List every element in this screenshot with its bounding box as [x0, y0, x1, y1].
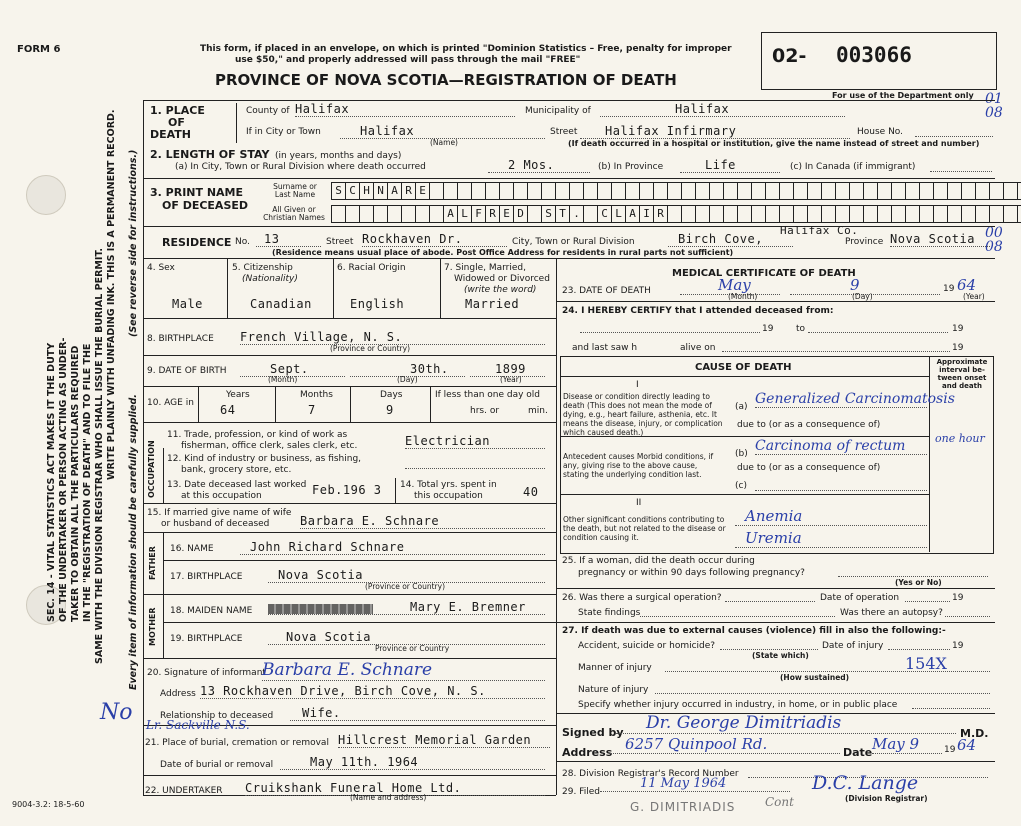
signed-date-label: Date [843, 746, 873, 759]
other-1: Anemia [735, 507, 927, 526]
cause-a-label: (a) [735, 402, 748, 412]
death-day-note: (Day) [852, 292, 873, 301]
surname-cell [780, 183, 794, 199]
informant-address-label: Address [160, 689, 196, 699]
age-months-label: Months [300, 390, 333, 400]
death-date-label: 23. DATE OF DEATH [562, 286, 651, 296]
surname-cell [500, 183, 514, 199]
surname-cell [710, 183, 724, 199]
given-cell [962, 206, 976, 222]
given-cell: C [598, 206, 612, 222]
q26-label: 26. Was there a surgical operation? [562, 593, 722, 603]
registrar-signature: D.C. Lange [812, 772, 919, 794]
surname-cell [948, 183, 962, 199]
house-label: House No. [857, 127, 904, 137]
section-2-label: II [636, 498, 642, 508]
given-cell: A [444, 206, 458, 222]
physician-address: 6257 Quinpool Rd. [610, 735, 840, 754]
given-cell [528, 206, 542, 222]
burial-date: May 11th. 1964 [280, 755, 545, 770]
surname-cell: R [402, 183, 416, 199]
last-saw-label: and last saw h [572, 343, 638, 353]
residence-city: Birch Cove, [668, 232, 793, 247]
cause-b-label: (b) [735, 449, 748, 459]
registrar-note: (Division Registrar) [845, 794, 928, 803]
given-cell [808, 206, 822, 222]
sex-value: Male [172, 297, 203, 311]
surname-cell: S [332, 183, 346, 199]
side-text-3: TAKER TO OBTAIN ALL THE PARTICULARS REQUIRED [70, 345, 81, 622]
surname-cell [542, 183, 556, 199]
death-date-month: May [680, 276, 780, 295]
signed-year-prefix: 19 [944, 745, 956, 755]
given-cell [822, 206, 836, 222]
relationship-value: Wife. [290, 706, 545, 721]
how-sustained-note: (How sustained) [780, 673, 850, 682]
signed-by: Dr. George Dimitriadis [616, 713, 956, 734]
given-cell: D [514, 206, 528, 222]
injury-date-label: Date of injury [822, 641, 884, 651]
undertaker-label: 22. UNDERTAKER [145, 786, 223, 796]
dob-label: 9. DATE OF BIRTH [147, 366, 227, 376]
industry-label: 12. Kind of industry or business, as fishing, bank, grocery store, etc. [167, 454, 362, 475]
given-cell: L [458, 206, 472, 222]
surname-cell: N [374, 183, 388, 199]
surname-cell [682, 183, 696, 199]
due-to-2: due to (or as a consequence of) [737, 463, 881, 473]
given-cell [584, 206, 598, 222]
dob-day: 30th. [350, 362, 465, 377]
racial-value: English [350, 297, 405, 311]
given-cell [934, 206, 948, 222]
reg-number: 003066 [836, 43, 912, 67]
signed-date: May 9 [872, 735, 942, 754]
manner-label: Manner of injury [578, 663, 652, 673]
sex-label: 4. Sex [147, 263, 175, 273]
given-cell [374, 206, 388, 222]
given-cell [948, 206, 962, 222]
surname-cell [486, 183, 500, 199]
stay-unit-note: (in years, months and days) [275, 151, 402, 161]
given-cell [1004, 206, 1018, 222]
envelope-note-2: use $50," and properly addressed will pass through the mail "FREE" [235, 55, 581, 65]
certify-year-prefix-2: 19 [952, 324, 964, 334]
side-text-1: SEC. 14 - VITAL STATISTICS ACT MAKES IT THE DUTY [46, 342, 57, 622]
surname-cell: C [346, 183, 360, 199]
md-label: M.D. [960, 727, 989, 740]
surname-cell [570, 183, 584, 199]
occupation-side-label: OCCUPATION [147, 440, 156, 498]
cause-c-label: (c) [735, 481, 747, 491]
surname-cell [822, 183, 836, 199]
due-to-1: due to (or as a consequence of) [737, 420, 881, 430]
given-cell [346, 206, 360, 222]
age-label: 10. AGE in [147, 398, 194, 408]
given-cell [892, 206, 906, 222]
given-cell: S [542, 206, 556, 222]
given-cell [836, 206, 850, 222]
surname-cell [612, 183, 626, 199]
racial-label: 6. Racial Origin [337, 263, 406, 273]
last-worked-value: Feb.196 3 [312, 483, 382, 497]
given-cell [976, 206, 990, 222]
filed-date: 11 May 1964 [600, 776, 790, 792]
pencil-note: G. DIMITRIADIS [630, 800, 736, 814]
father-side-label: FATHER [148, 546, 157, 580]
given-cell: R [486, 206, 500, 222]
hrs-label: hrs. or [470, 406, 500, 416]
surname-cell [752, 183, 766, 199]
state-findings-label: State findings [578, 608, 641, 618]
less-day-label: If less than one day old [435, 390, 541, 400]
surname-cell: E [416, 183, 430, 199]
city-label: If in City or Town [246, 127, 321, 137]
given-cell: L [612, 206, 626, 222]
antecedent-note: Antecedent causes Morbid conditions, if any, giving rise to the above cause, stating the underlying condition last. [563, 452, 714, 479]
medical-title: MEDICAL CERTIFICATE OF DEATH [672, 268, 856, 279]
given-cell: . [570, 206, 584, 222]
trade-label: 11. Trade, profession, or kind of work as fisherman, office clerk, sales clerk, etc. [167, 430, 358, 451]
informant-signature: Barbara E. Schnare [262, 660, 545, 681]
death-month-note: (Month) [728, 292, 758, 301]
given-cell [864, 206, 878, 222]
residence-label: RESIDENCE [162, 236, 232, 249]
name-label: 3. PRINT NAME OF DECEASED [150, 186, 249, 212]
burial-place-label: 21. Place of burial, cremation or removal [145, 738, 329, 748]
surname-cell [934, 183, 948, 199]
street-value: Halifax Infirmary [580, 124, 850, 139]
injury-year-prefix: 19 [952, 641, 964, 651]
age-years: 64 [220, 403, 236, 417]
given-cell [430, 206, 444, 222]
given-cell [416, 206, 430, 222]
total-years-value: 40 [523, 485, 539, 499]
surname-cell [794, 183, 808, 199]
age-months: 7 [308, 403, 316, 417]
dob-day-note: (Day) [397, 375, 418, 384]
given-cell: A [626, 206, 640, 222]
certify-to-label: to [796, 324, 806, 334]
surname-cell [444, 183, 458, 199]
given-cell [920, 206, 934, 222]
interval-header: Approximate interval be-tween onset and death [936, 358, 988, 390]
maiden-label: 18. MAIDEN NAME [170, 606, 253, 616]
surname-cell [990, 183, 1004, 199]
side-text-8: Every item of information should be carefully supplied. [128, 394, 139, 690]
surname-cell [976, 183, 990, 199]
father-name-label: 16. NAME [170, 544, 214, 554]
given-cell: T [556, 206, 570, 222]
informant-address: 13 Rockhaven Drive, Birch Cove, N. S. [200, 684, 545, 699]
birthplace-label: 8. BIRTHPLACE [147, 334, 214, 344]
q25-line-2: pregnancy or within 90 days following pregnancy? [578, 568, 805, 578]
surname-cell [556, 183, 570, 199]
last-worked-label: 13. Date deceased last worked at this occupation [167, 480, 307, 501]
given-cell [682, 206, 696, 222]
given-cell [766, 206, 780, 222]
surname-cell [584, 183, 598, 199]
surname-cell: H [360, 183, 374, 199]
municipality-value: Halifax [600, 102, 845, 117]
dob-year-note: (Year) [500, 375, 522, 384]
state-which-note: (State which) [752, 651, 809, 660]
age-days: 9 [386, 403, 394, 417]
given-cell [710, 206, 724, 222]
hospital-note: (If death occurred in a hospital or institution, give the name instead of street and number) [568, 139, 980, 148]
mother-side-label: MOTHER [148, 607, 157, 646]
age-years-label: Years [226, 390, 250, 400]
surname-cell [850, 183, 864, 199]
given-cell [696, 206, 710, 222]
q28-label: 28. Division Registrar's Record Number [562, 769, 739, 779]
surname-cell: A [388, 183, 402, 199]
min-label: min. [528, 406, 548, 416]
side-text-2: OF THE UNDERTAKER OR PERSON ACTING AS UNDER- [58, 337, 69, 622]
father-birthplace-note: (Province or Country) [365, 582, 445, 591]
margin-mark: No [100, 700, 133, 725]
given-cell [990, 206, 1004, 222]
alive-label: alive on [680, 343, 716, 353]
relationship-label: Relationship to deceased [160, 711, 274, 721]
given-cell [738, 206, 752, 222]
surname-cell [766, 183, 780, 199]
given-cells [331, 205, 1021, 223]
residence-no: 13 [256, 232, 321, 247]
surname-cell [654, 183, 668, 199]
father-birthplace-label: 17. BIRTHPLACE [170, 572, 243, 582]
death-year-note: (Year) [963, 292, 985, 301]
residence-province-label: Province [845, 237, 884, 247]
county-value: Halifax [295, 102, 515, 117]
marital-label: 7. Single, Married, Widowed or Divorced (write the word) [444, 263, 550, 295]
given-cell [794, 206, 808, 222]
surname-cell [640, 183, 654, 199]
dob-month: Sept. [240, 362, 345, 377]
spouse-value: Barbara E. Schnare [300, 514, 545, 529]
given-cell: I [640, 206, 654, 222]
total-years-label: 14. Total yrs. spent in this occupation [400, 480, 497, 501]
residence-province: Nova Scotia [890, 232, 990, 247]
q25-line-1: 25. If a woman, did the death occur during [562, 556, 755, 566]
surname-cell [878, 183, 892, 199]
burial-place: Hillcrest Memorial Garden [338, 733, 550, 748]
surname-cell [962, 183, 976, 199]
given-cell [850, 206, 864, 222]
burial-note: Lr. Sackville N.S. [146, 718, 250, 732]
citizenship-label: 5. Citizenship (Nationality) [232, 263, 298, 284]
reg-prefix: 02- [772, 45, 807, 67]
mother-birthplace-label: 19. BIRTHPLACE [170, 634, 243, 644]
form-code: 9004-3.2: 18-5-60 [12, 800, 85, 809]
certify-label: 24. I HEREBY CERTIFY that I attended deceased from: [562, 306, 834, 316]
signed-year: 64 [957, 736, 977, 754]
residence-city-label: City, Town or Rural Division [512, 237, 635, 247]
stay-c-label: (c) In Canada (if immigrant) [790, 162, 916, 172]
envelope-note-1: This form, if placed in an envelope, on which is printed "Dominion Statistics – Free, penalty for improper [200, 44, 732, 54]
side-text-4: IN THE "REGISTRATION OF DEATH" AND TO FILE THE [82, 343, 93, 622]
surname-cell [528, 183, 542, 199]
registration-number-box [761, 32, 997, 90]
municipality-label: Municipality of [525, 106, 591, 116]
surname-cell [696, 183, 710, 199]
birthplace-value: French Village, N. S. [240, 330, 545, 345]
stay-a-label: (a) In City, Town or Rural Division where death occurred [175, 162, 426, 172]
undertaker-note: (Name and address) [350, 793, 427, 802]
dept-code-b: 00 08 [985, 225, 1003, 255]
side-text-5: SAME WITH THE DIVISION REGISTRAR WHO SHALL ISSUE THE BURIAL PERMIT. [94, 247, 105, 664]
surname-cell [1004, 183, 1018, 199]
surname-cell [430, 183, 444, 199]
accident-label: Accident, suicide or homicide? [578, 641, 716, 651]
disease-note: Disease or condition directly leading to death (This does not mean the mode of dying, e.g., heart failure, asthenia, etc. It means the disease, injury, or complication which caused death.) [563, 392, 723, 437]
alive-year-prefix: 19 [952, 343, 964, 353]
surname-cell [892, 183, 906, 199]
nature-label: Nature of injury [578, 685, 649, 695]
dob-month-note: (Month) [268, 375, 298, 384]
maiden-value: Mary E. Bremner [268, 600, 545, 615]
surname-label: Surname or Last Name [273, 182, 317, 199]
autopsy-label: Was there an autopsy? [840, 608, 943, 618]
given-cell [780, 206, 794, 222]
signed-by-label: Signed by [562, 726, 624, 739]
death-year-prefix: 19 [943, 284, 955, 294]
section-1-label: I [636, 380, 639, 390]
city-value: Halifax [340, 124, 545, 139]
residence-county: Halifax Co. [780, 224, 859, 237]
cause-title: CAUSE OF DEATH [695, 362, 792, 373]
given-label: All Given or Christian Names [263, 205, 325, 222]
given-cell: E [500, 206, 514, 222]
residence-street: Rockhaven Dr. [362, 232, 507, 247]
burial-date-label: Date of burial or removal [160, 760, 274, 770]
dob-year: 1899 [470, 362, 545, 377]
surname-cell [920, 183, 934, 199]
surname-cell [626, 183, 640, 199]
age-days-label: Days [380, 390, 403, 400]
surname-cells [331, 182, 1021, 200]
side-text-6: WRITE PLAINLY WITH UNFADING INK. THIS IS A PERMANENT RECORD. [106, 109, 117, 480]
mother-birthplace: Nova Scotia [268, 630, 545, 645]
manner-code: 154X [905, 654, 947, 673]
cause-b-value: Carcinoma of rectum [755, 438, 927, 455]
physician-address-label: Address [562, 746, 613, 759]
q27-label: 27. If death was due to external causes (violence) fill in also the following:- [562, 626, 946, 636]
specify-label: Specify whether injury occurred in industry, in home, or in public place [578, 700, 898, 710]
punch-hole-top [26, 175, 66, 215]
stay-b-label: (b) In Province [598, 162, 664, 172]
father-name: John Richard Schnare [240, 540, 545, 555]
surname-cell [836, 183, 850, 199]
surname-cell [724, 183, 738, 199]
street-label: Street [550, 127, 578, 137]
form-number: FORM 6 [17, 44, 61, 55]
surname-cell [906, 183, 920, 199]
surname-cell [514, 183, 528, 199]
dept-code-a: 01 08 [985, 91, 1003, 121]
given-cell [388, 206, 402, 222]
op-date-label: Date of operation [820, 593, 900, 603]
given-cell [332, 206, 346, 222]
place-label: 1. PLACE OF DEATH [150, 104, 205, 141]
given-cell [752, 206, 766, 222]
surname-cell [472, 183, 486, 199]
surname-cell [668, 183, 682, 199]
death-date-year: 64 [957, 276, 977, 294]
given-cell [724, 206, 738, 222]
residence-no-label: No. [235, 237, 250, 247]
certify-year-prefix-1: 19 [762, 324, 774, 334]
surname-cell [864, 183, 878, 199]
trade-value: Electrician [405, 434, 545, 449]
marital-value: Married [465, 297, 520, 311]
citizenship-value: Canadian [250, 297, 312, 311]
given-cell [668, 206, 682, 222]
surname-cell [458, 183, 472, 199]
surname-cell [808, 183, 822, 199]
city-name-note: (Name) [430, 138, 458, 147]
yes-no-note: (Yes or No) [895, 578, 942, 587]
informant-sig-label: 20. Signature of informant [147, 668, 266, 678]
interval-a: one hour [935, 432, 985, 445]
dept-use-label: For use of the Department only [832, 91, 974, 100]
q29-label: 29. Filed [562, 787, 600, 797]
side-text-7: (See reverse side for instructions.) [128, 149, 139, 337]
given-cell [878, 206, 892, 222]
surname-cell [738, 183, 752, 199]
given-cell [360, 206, 374, 222]
father-birthplace: Nova Scotia [268, 568, 545, 583]
stay-b-value: Life [680, 158, 780, 173]
death-date-day: 9 [790, 276, 940, 295]
birthplace-note: (Province or Country) [330, 344, 410, 353]
spouse-label: 15. If married give name of wife or husband of deceased [147, 508, 292, 529]
given-cell: F [472, 206, 486, 222]
other-note: Other significant conditions contributing to the death, but not related to the disease or condition causing it. [563, 515, 726, 542]
form-title: PROVINCE OF NOVA SCOTIA—REGISTRATION OF DEATH [215, 71, 677, 89]
stay-label: 2. LENGTH OF STAY [150, 148, 270, 161]
pencil-code: Cont [765, 795, 794, 809]
stay-a-value: 2 Mos. [488, 158, 590, 173]
given-cell [906, 206, 920, 222]
undertaker-value: Cruikshank Funeral Home Ltd. [245, 781, 545, 796]
county-label: County of [246, 106, 290, 116]
residence-note: (Residence means usual place of abode. Post Office Address for residents in rural parts not sufficient) [272, 248, 734, 257]
surname-cell [598, 183, 612, 199]
residence-street-label: Street [326, 237, 354, 247]
given-cell: R [654, 206, 668, 222]
mother-birthplace-note: Province or Country [375, 644, 450, 653]
other-2: Uremia [735, 529, 927, 548]
cause-a-value: Generalized Carcinomatosis [755, 391, 955, 407]
given-cell [402, 206, 416, 222]
op-year-prefix: 19 [952, 593, 964, 603]
